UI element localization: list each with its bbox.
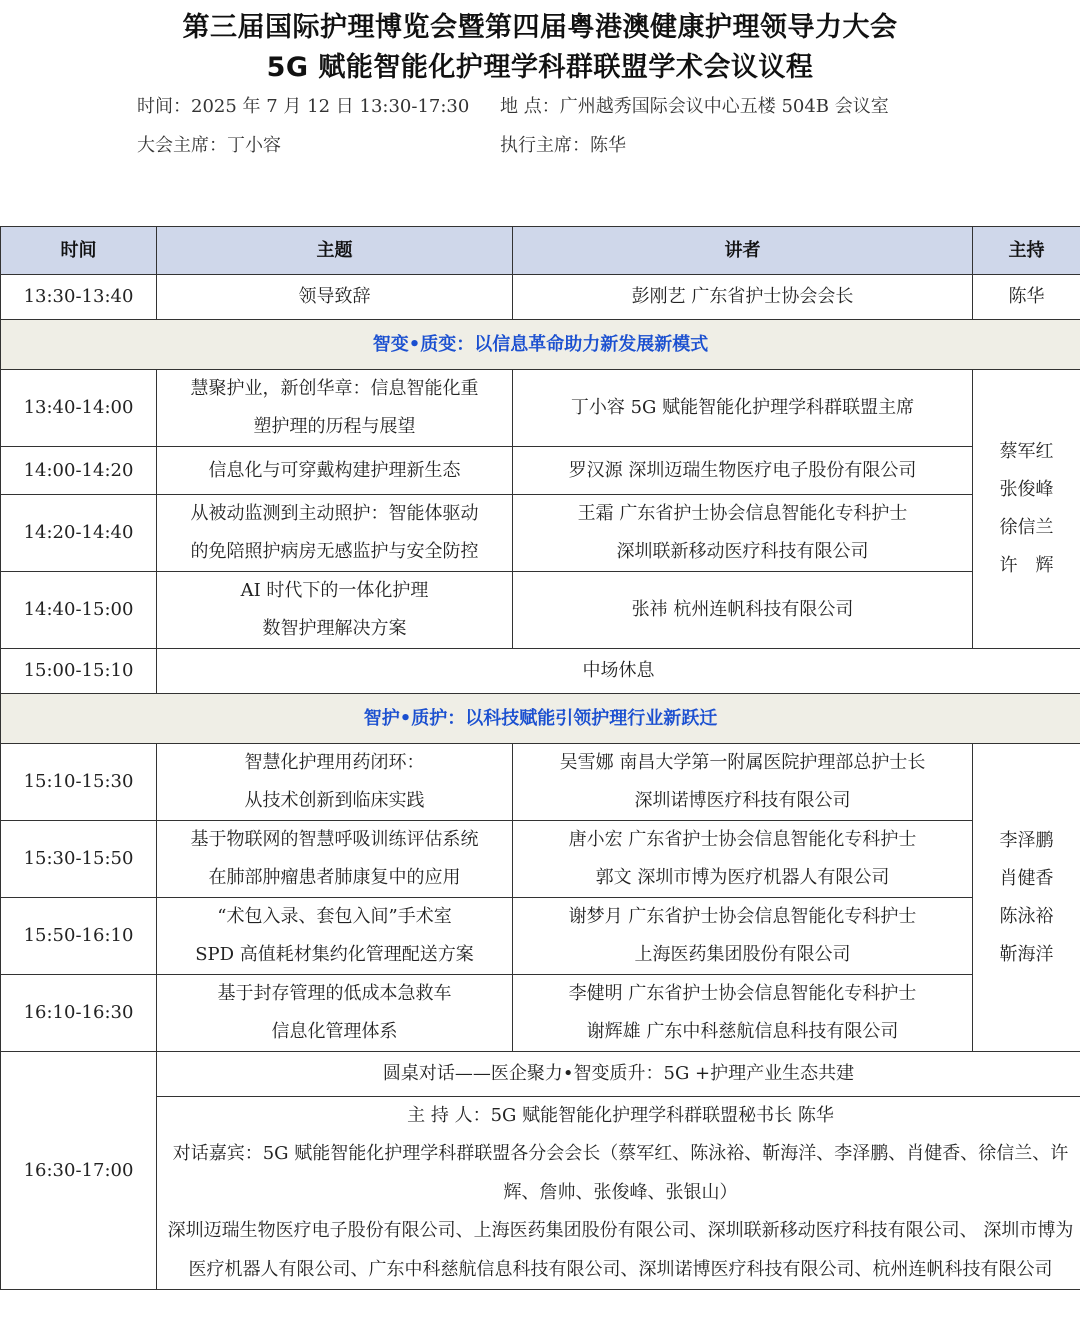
title-line-1: 第三届国际护理博览会暨第四届粤港澳健康护理领导力大会	[182, 12, 898, 43]
table-row-opening	[1, 275, 1080, 320]
time-cell: 15:00-15:10	[1, 649, 157, 694]
topic-cell	[157, 744, 513, 821]
table-row	[1, 447, 1080, 495]
time-cell: 14:00-14:20	[1, 447, 157, 495]
executive-chair: 执行主席：陈华	[500, 135, 626, 156]
topic-cell	[157, 495, 513, 572]
speaker-cell: 彭刚艺 广东省护士协会会长	[513, 275, 973, 320]
topic-line: 信息化管理体系	[271, 1021, 398, 1042]
topic-cell	[157, 572, 513, 649]
host-name: 蔡军红	[999, 441, 1054, 462]
table-row-roundtable-detail	[1, 1097, 1080, 1290]
topic-line: SPD 高值耗材集约化管理配送方案	[195, 944, 474, 965]
speaker-line: 罗汉源 深圳迈瑞生物医疗电子股份有限公司	[568, 459, 917, 481]
time-cell: 16:10-16:30	[1, 975, 157, 1052]
topic-line: 在肺部肿瘤患者肺康复中的应用	[208, 867, 461, 888]
section-1-title: 智变•质变：以信息革命助力新发展新模式	[1, 320, 1080, 370]
section-1-header	[1, 320, 1080, 370]
time-cell: 15:50-16:10	[1, 898, 157, 975]
section-2-header	[1, 694, 1080, 744]
break-cell: 中场休息	[157, 649, 1080, 694]
host-cell: 陈华	[973, 275, 1080, 320]
topic-line: 智慧化护理用药闭环：	[244, 752, 425, 773]
host-name: 陈泳裕	[999, 905, 1054, 927]
col-header-time: 时间	[1, 227, 157, 275]
table-row	[1, 370, 1080, 447]
roundtable-guests: 对话嘉宾：5G 赋能智能化护理学科群联盟各分会会长（蔡军红、陈泳裕、靳海洋、李泽鹏、肖健香、徐信兰、许辉、詹帅、张俊峰、张银山）	[172, 1143, 1069, 1203]
speaker-line: 深圳联新移动医疗科技有限公司	[616, 541, 869, 562]
topic-cell	[157, 447, 513, 495]
table-row	[1, 821, 1080, 898]
meeting-location: 地 点：广州越秀国际会议中心五楼 504B 会议室	[500, 96, 889, 117]
agenda-table	[0, 226, 1080, 1290]
speaker-line: 丁小容 5G 赋能智能化护理学科群联盟主席	[570, 397, 915, 418]
col-header-topic: 主题	[157, 227, 513, 275]
topic-line: 基于物联网的智慧呼吸训练评估系统	[190, 829, 479, 850]
speaker-line: 深圳诺博医疗科技有限公司	[634, 790, 851, 811]
speaker-line: 吴雪娜 南昌大学第一附属医院护理部总护士长	[559, 752, 926, 773]
topic-cell	[157, 821, 513, 898]
speaker-line: 上海医药集团股份有限公司	[634, 944, 851, 965]
roundtable-details	[157, 1097, 1080, 1290]
speaker-cell	[513, 744, 973, 821]
conference-chair: 大会主席：丁小容	[137, 135, 281, 156]
topic-line: 慧聚护业，新创华章：信息智能化重	[190, 378, 479, 399]
time-cell: 16:30-17:00	[1, 1052, 157, 1290]
table-row	[1, 495, 1080, 572]
time-cell: 13:40-14:00	[1, 370, 157, 447]
table-row	[1, 572, 1080, 649]
speaker-line: 张祎 杭州连帆科技有限公司	[631, 599, 854, 620]
topic-line: 数智护理解决方案	[262, 618, 407, 639]
speaker-cell	[513, 572, 973, 649]
table-row	[1, 744, 1080, 821]
table-row	[1, 975, 1080, 1052]
topic-line: AI 时代下的一体化护理	[240, 580, 429, 601]
time-cell: 15:30-15:50	[1, 821, 157, 898]
table-row-roundtable	[1, 1052, 1080, 1097]
roundtable-moderator: 主 持 人：5G 赋能智能化护理学科群联盟秘书长 陈华	[407, 1105, 834, 1126]
table-row-break	[1, 649, 1080, 694]
roundtable-title: 圆桌对话——医企聚力•智变质升：5G +护理产业生态共建	[157, 1052, 1080, 1097]
meeting-time: 时间：2025 年 7 月 12 日 13:30-17:30	[137, 96, 470, 117]
table-row	[1, 898, 1080, 975]
speaker-cell	[513, 975, 973, 1052]
speaker-line: 郭文 深圳市博为医疗机器人有限公司	[595, 867, 890, 888]
host-name: 许 辉	[999, 555, 1054, 576]
topic-line: 的免陪照护病房无感监护与安全防控	[190, 541, 479, 562]
col-header-host: 主持	[973, 227, 1080, 275]
title-line-2: 5G 赋能智能化护理学科群联盟学术会议议程	[266, 52, 814, 83]
host-name: 李泽鹏	[999, 829, 1054, 851]
topic-cell	[157, 975, 513, 1052]
section-2-hosts	[973, 744, 1080, 1052]
topic-line: 塑护理的历程与展望	[253, 416, 416, 437]
speaker-cell	[513, 898, 973, 975]
speaker-cell	[513, 495, 973, 572]
speaker-cell	[513, 447, 973, 495]
host-name: 肖健香	[999, 867, 1054, 889]
topic-cell	[157, 898, 513, 975]
topic-cell	[157, 370, 513, 447]
time-cell: 13:30-13:40	[1, 275, 157, 320]
host-name: 徐信兰	[999, 517, 1054, 538]
speaker-line: 王霜 广东省护士协会信息智能化专科护士	[577, 503, 908, 524]
time-cell: 15:10-15:30	[1, 744, 157, 821]
table-header-row	[1, 227, 1080, 275]
col-header-speaker: 讲者	[513, 227, 973, 275]
time-cell: 14:40-15:00	[1, 572, 157, 649]
section-2-title: 智护•质护：以科技赋能引领护理行业新跃迁	[1, 694, 1080, 744]
host-name: 张俊峰	[999, 479, 1054, 500]
speaker-line: 谢辉雄 广东中科慈航信息科技有限公司	[586, 1021, 899, 1042]
speaker-line: 唐小宏 广东省护士协会信息智能化专科护士	[568, 829, 917, 850]
speaker-line: 谢梦月 广东省护士协会信息智能化专科护士	[568, 906, 917, 927]
topic-cell: 领导致辞	[157, 275, 513, 320]
speaker-cell	[513, 370, 973, 447]
speaker-line: 李健明 广东省护士协会信息智能化专科护士	[568, 983, 917, 1004]
section-1-hosts	[973, 370, 1080, 649]
topic-line: “术包入录、套包入间”手术室	[217, 906, 452, 927]
time-cell: 14:20-14:40	[1, 495, 157, 572]
host-name: 靳海洋	[999, 943, 1054, 965]
topic-line: 从技术创新到临床实践	[244, 790, 425, 811]
topic-line: 基于封存管理的低成本急救车	[217, 983, 452, 1004]
topic-line: 从被动监测到主动照护：智能体驱动	[190, 503, 479, 524]
roundtable-companies: 深圳迈瑞生物医疗电子股份有限公司、上海医药集团股份有限公司、深圳联新移动医疗科技有限公司、 深圳市博为医疗机器人有限公司、广东中科慈航信息科技有限公司、深圳诺博医疗科技有限公司、杭州连帆科技有限公司	[167, 1220, 1074, 1280]
speaker-cell	[513, 821, 973, 898]
topic-line: 信息化与可穿戴构建护理新生态	[208, 459, 461, 481]
